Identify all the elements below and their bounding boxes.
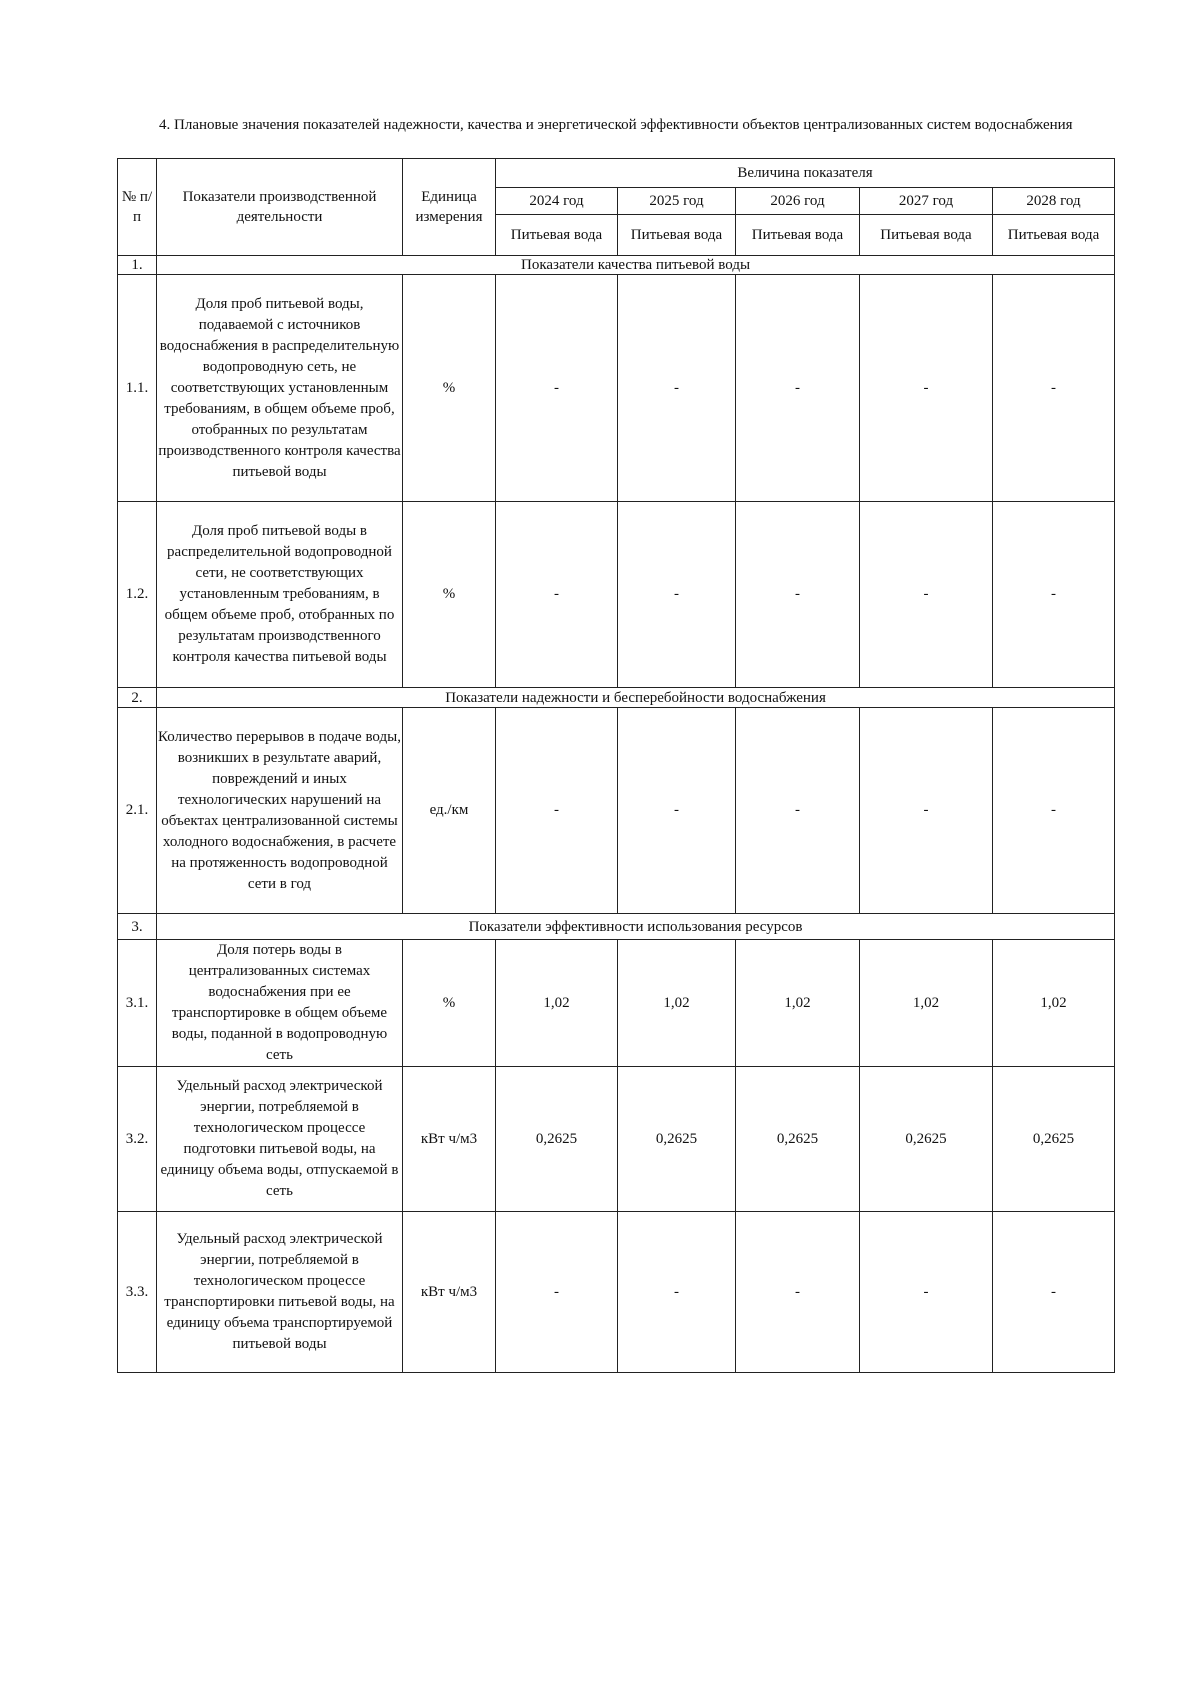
row-value: - (860, 502, 993, 688)
row-num: 3.2. (118, 1067, 157, 1212)
row-unit: ед./км (403, 708, 496, 914)
document-heading: 4. Плановые значения показателей надежности, качества и энергетической эффективности объектов централизованных систем водоснабжения (159, 117, 1073, 133)
row-value: - (860, 275, 993, 502)
row-indicator: Доля потерь воды в централизованных системах водоснабжения при ее транспортировке в общем объеме воды, поданной в водопроводную сеть (157, 940, 403, 1067)
row-value: - (736, 502, 860, 688)
row-value: - (993, 275, 1115, 502)
header-year: 2024 год (496, 188, 618, 215)
row-value: - (860, 1212, 993, 1373)
row-indicator: Доля проб питьевой воды в распределительной водопроводной сети, не соответствующих установленным требованиям, в общем объеме проб, отобранных по результатам производственного контроля качества питьевой воды (157, 502, 403, 688)
row-value: - (496, 502, 618, 688)
row-num: 3.3. (118, 1212, 157, 1373)
row-value: - (993, 502, 1115, 688)
row-value: 1,02 (496, 940, 618, 1067)
row-value: - (496, 1212, 618, 1373)
header-water-type: Питьевая вода (618, 215, 736, 256)
row-value: 0,2625 (618, 1067, 736, 1212)
row-value: - (860, 708, 993, 914)
row-unit: кВт ч/м3 (403, 1067, 496, 1212)
row-value: 1,02 (618, 940, 736, 1067)
header-water-type: Питьевая вода (736, 215, 860, 256)
section-title: Показатели эффективности использования ресурсов (157, 914, 1115, 940)
row-value: 0,2625 (736, 1067, 860, 1212)
row-indicator: Доля проб питьевой воды, подаваемой с источников водоснабжения в распределительную водопроводную сеть, не соответствующих установленным требованиям, в общем объеме проб, отобранных по результатам производственного контроля качества питьевой воды (157, 275, 403, 502)
section-title: Показатели качества питьевой воды (157, 256, 1115, 275)
row-value: - (736, 1212, 860, 1373)
indicators-table (117, 158, 1115, 1373)
row-value: - (618, 708, 736, 914)
section-title: Показатели надежности и бесперебойности водоснабжения (157, 688, 1115, 708)
row-value: - (618, 1212, 736, 1373)
header-water-type: Питьевая вода (993, 215, 1115, 256)
row-value: - (993, 708, 1115, 914)
header-year: 2025 год (618, 188, 736, 215)
row-value: - (736, 708, 860, 914)
row-value: - (496, 708, 618, 914)
row-unit: % (403, 502, 496, 688)
row-value: 1,02 (736, 940, 860, 1067)
row-value: - (993, 1212, 1115, 1373)
section-num: 2. (118, 688, 157, 708)
row-value: 0,2625 (496, 1067, 618, 1212)
header-year: 2026 год (736, 188, 860, 215)
section-num: 1. (118, 256, 157, 275)
row-value: - (618, 275, 736, 502)
row-value: 0,2625 (993, 1067, 1115, 1212)
row-num: 2.1. (118, 708, 157, 914)
header-water-type: Питьевая вода (860, 215, 993, 256)
header-year: 2027 год (860, 188, 993, 215)
header-water-type: Питьевая вода (496, 215, 618, 256)
header-value-group: Величина показателя (496, 159, 1115, 188)
row-num: 1.2. (118, 502, 157, 688)
row-value: 1,02 (993, 940, 1115, 1067)
section-num: 3. (118, 914, 157, 940)
row-num: 1.1. (118, 275, 157, 502)
row-value: - (736, 275, 860, 502)
row-value: - (618, 502, 736, 688)
row-unit: % (403, 940, 496, 1067)
row-indicator: Количество перерывов в подаче воды, возникших в результате аварий, повреждений и иных технологических нарушений на объектах централизованной системы холодного водоснабжения, в расчете на протяженность водопроводной сети в год (157, 708, 403, 914)
header-num: № п/п (118, 159, 157, 256)
row-value: 0,2625 (860, 1067, 993, 1212)
row-indicator: Удельный расход электрической энергии, потребляемой в технологическом процессе подготовки питьевой воды, на единицу объема воды, отпускаемой в сеть (157, 1067, 403, 1212)
row-value: - (496, 275, 618, 502)
header-indicator: Показатели производственной деятельности (157, 159, 403, 256)
row-unit: кВт ч/м3 (403, 1212, 496, 1373)
header-year: 2028 год (993, 188, 1115, 215)
row-indicator: Удельный расход электрической энергии, потребляемой в технологическом процессе транспортировки питьевой воды, на единицу объема транспортируемой питьевой воды (157, 1212, 403, 1373)
row-value: 1,02 (860, 940, 993, 1067)
row-unit: % (403, 275, 496, 502)
header-unit: Единица измерения (403, 159, 496, 256)
row-num: 3.1. (118, 940, 157, 1067)
